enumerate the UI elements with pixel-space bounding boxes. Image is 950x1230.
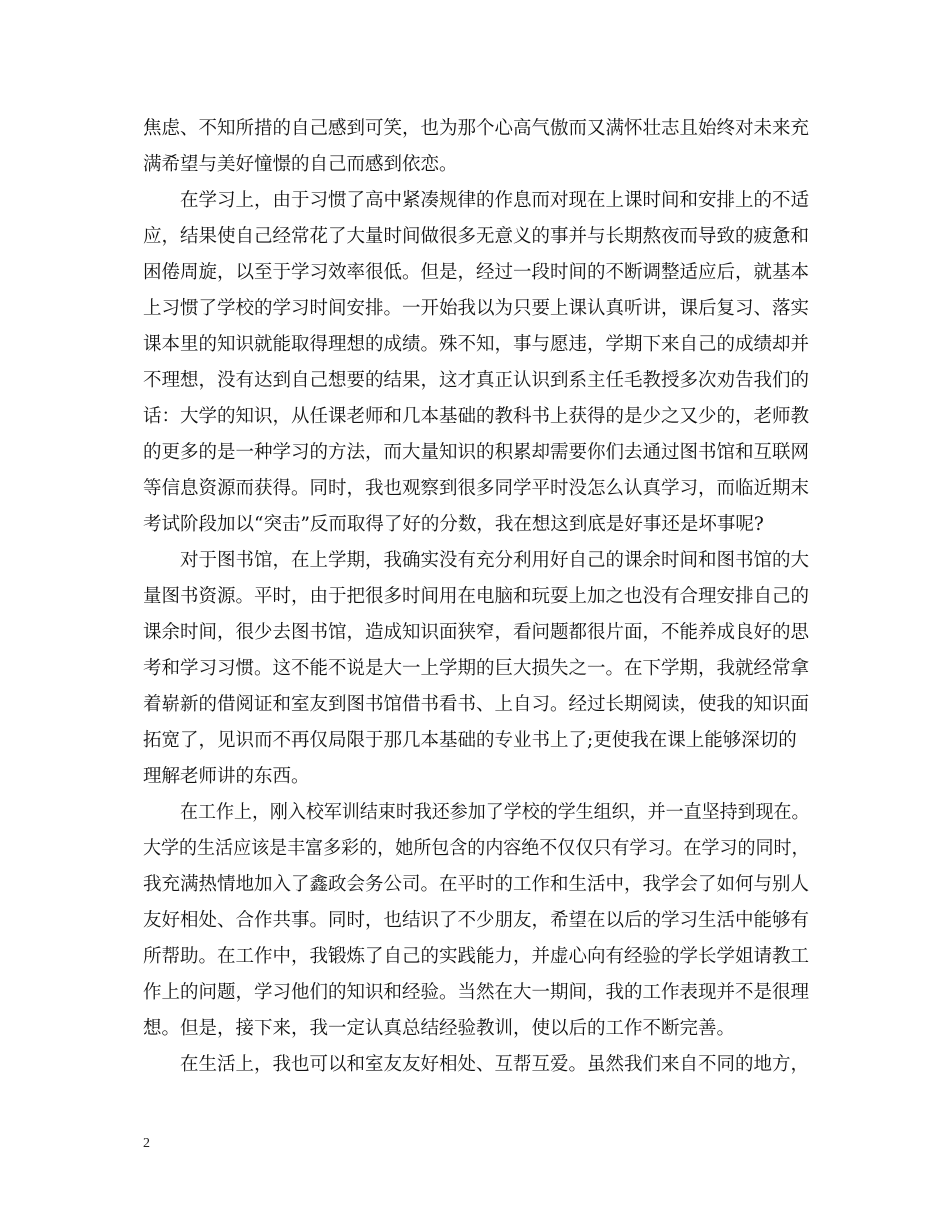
text-line: 课余时间，很少去图书馆，造成知识面狭窄，看问题都很片面，不能养成良好的思: [143, 622, 810, 643]
text-line: 量图书资源。平时，由于把很多时间用在电脑和玩耍上加之也没有合理安排自己的: [143, 586, 810, 607]
text-line: 理解老师讲的东西。: [143, 766, 310, 787]
text-line: 考和学习习惯。这不能不说是大一上学期的巨大损失之一。在下学期，我就经常拿: [143, 658, 810, 679]
text-line: 所帮助。在工作中，我锻炼了自己的实践能力，并虚心向有经验的学长学姐请教工: [143, 946, 810, 967]
text-line: 满希望与美好憧憬的自己而感到依恋。: [143, 154, 458, 175]
text-line: 上习惯了学校的学习时间安排。一开始我以为只要上课认真听讲，课后复习、落实: [143, 298, 810, 319]
text-line: 大学的生活应该是丰富多彩的，她所包含的内容绝不仅仅只有学习。在学习的同时，: [143, 838, 810, 859]
text-line: 应，结果使自己经常花了大量时间做很多无意义的事并与长期熬夜而导致的疲惫和: [143, 226, 810, 247]
text-line: 作上的问题，学习他们的知识和经验。当然在大一期间，我的工作表现并不是很理: [143, 982, 810, 1003]
text-line: 我充满热情地加入了鑫政会务公司。在平时的工作和生活中，我学会了如何与别人: [143, 874, 810, 895]
paragraph-first-line: 在学习上，由于习惯了高中紧凑规律的作息而对现在上课时间和安排上的不适: [180, 190, 810, 211]
text-line: 拓宽了，见识而不再仅局限于那几本基础的专业书上了;更使我在课上能够深切的: [143, 730, 797, 751]
text-line: 话：大学的知识，从任课老师和几本基础的教科书上获得的是少之又少的，老师教: [143, 406, 810, 427]
paragraph-first-line: 在工作上，刚入校军训结束时我还参加了学校的学生组织，并一直坚持到现在。: [180, 802, 810, 823]
text-line: 不理想，没有达到自己想要的结果，这才真正认识到系主任毛教授多次劝告我们的: [143, 370, 810, 391]
text-line: 的更多的是一种学习的方法，而大量知识的积累却需要你们去通过图书馆和互联网: [143, 442, 810, 463]
text-line: 友好相处、合作共事。同时，也结识了不少朋友，希望在以后的学习生活中能够有: [143, 910, 810, 931]
paragraph-first-line: 对于图书馆，在上学期，我确实没有充分利用好自己的课余时间和图书馆的大: [180, 550, 810, 571]
text-line: 考试阶段加以“突击”反而取得了好的分数，我在想这到底是好事还是坏事呢?: [143, 514, 764, 535]
text-line: 等信息资源而获得。同时，我也观察到很多同学平时没怎么认真学习，而临近期末: [143, 478, 810, 499]
page-number: 2: [143, 1136, 150, 1151]
text-line: 着崭新的借阅证和室友到图书馆借书看书、上自习。经过长期阅读，使我的知识面: [143, 694, 810, 715]
text-line: 焦虑、不知所措的自己感到可笑，也为那个心高气傲而又满怀壮志且始终对未来充: [143, 118, 810, 139]
paragraph-first-line: 在生活上，我也可以和室友友好相处、互帮互爱。虽然我们来自不同的地方，: [180, 1054, 810, 1075]
text-line: 困倦周旋，以至于学习效率很低。但是，经过一段时间的不断调整适应后，就基本: [143, 262, 810, 283]
text-line: 课本里的知识就能取得理想的成绩。殊不知，事与愿违，学期下来自己的成绩却并: [143, 334, 810, 355]
text-line: 想。但是，接下来，我一定认真总结经验教训，使以后的工作不断完善。: [143, 1018, 736, 1039]
